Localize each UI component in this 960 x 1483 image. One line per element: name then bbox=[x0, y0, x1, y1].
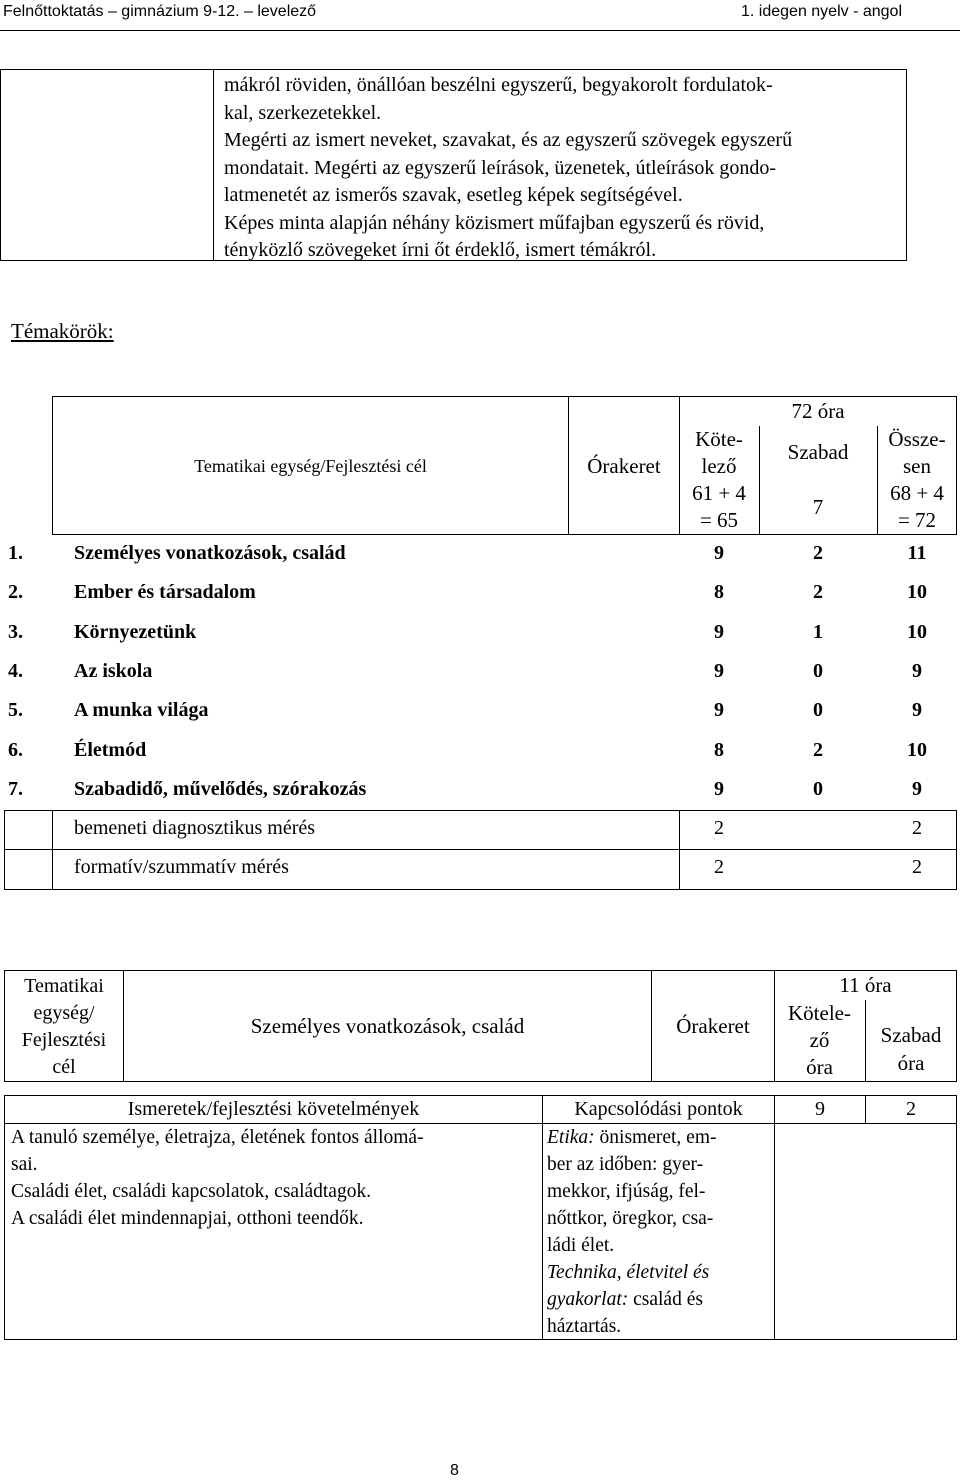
intro-text bbox=[224, 72, 792, 265]
osszesen-line: sen bbox=[903, 454, 931, 478]
szabad-line: Szabad bbox=[880, 1023, 942, 1047]
row-osszesen: 9 bbox=[912, 659, 922, 682]
row-szabad: 2 bbox=[813, 542, 823, 564]
unit-kotelezo bbox=[774, 1000, 865, 1081]
kot-value: 9 bbox=[815, 1098, 825, 1120]
row-kotelezo: 2 bbox=[714, 817, 724, 840]
kot-value-cell bbox=[774, 1095, 866, 1124]
row-kotelezo: 9 bbox=[714, 659, 724, 682]
row-kotelezo: 8 bbox=[714, 738, 724, 761]
unit-name: Személyes vonatkozások, család bbox=[250, 1014, 525, 1038]
kotelezo-line: ző bbox=[809, 1028, 830, 1052]
kotelezo-line: óra bbox=[806, 1055, 833, 1079]
row-name: Környezetünk bbox=[74, 620, 197, 643]
req-text bbox=[11, 1124, 424, 1232]
col-req-label: Ismeretek/fejlesztési követelmények bbox=[127, 1098, 420, 1120]
conn-line: ber az időben: gyer- bbox=[547, 1154, 704, 1175]
osszesen-line: 68 + 4 bbox=[890, 481, 944, 505]
hours-body-cell bbox=[774, 1123, 957, 1340]
unit-orakeret: Órakeret bbox=[676, 1014, 750, 1038]
row-kotelezo: 9 bbox=[714, 620, 724, 643]
row-number: 7. bbox=[8, 777, 23, 800]
unit-orakeret-cell bbox=[651, 970, 775, 1082]
conn-line: nőttkor, öregkor, csa- bbox=[547, 1208, 714, 1229]
conn-cell bbox=[542, 1123, 775, 1340]
intro-line: Megérti az ismert neveket, szavakat, és az egyszerű szövegek egyszerű bbox=[224, 129, 793, 151]
row-number: 4. bbox=[8, 659, 23, 682]
req-line: A tanuló személye, életrajza, életének fontos állomá- bbox=[11, 1127, 424, 1148]
row-name: Szabadidő, művelődés, szórakozás bbox=[74, 777, 367, 800]
unit-label-line: egység/ bbox=[33, 1002, 95, 1024]
row-osszesen: 2 bbox=[912, 856, 922, 879]
topics-head-szabad: Szabad bbox=[787, 440, 849, 464]
unit-label-line: Tematikai bbox=[24, 975, 104, 997]
topics-total-hours: 72 óra bbox=[791, 399, 845, 423]
row-number: 3. bbox=[8, 620, 23, 643]
unit-label-line: Fejlesztési bbox=[21, 1029, 107, 1051]
row-osszesen: 9 bbox=[912, 699, 922, 722]
etika-label: Etika: bbox=[547, 1127, 595, 1148]
req-cell bbox=[4, 1123, 543, 1340]
unit-name-cell bbox=[123, 970, 652, 1082]
szab-value-cell bbox=[865, 1095, 957, 1124]
osszesen-line: = 72 bbox=[897, 508, 937, 532]
section-title: Témakörök: bbox=[11, 319, 114, 343]
row-osszesen: 10 bbox=[907, 620, 927, 643]
row-kotelezo: 9 bbox=[714, 699, 724, 722]
req-line: Családi élet, családi kapcsolatok, családtagok. bbox=[11, 1181, 372, 1202]
szabad-line: óra bbox=[897, 1051, 925, 1075]
req-line: A családi élet mindennapjai, otthoni teendők. bbox=[11, 1208, 364, 1229]
row-number: 1. bbox=[8, 542, 23, 564]
col-req-cell bbox=[4, 1095, 543, 1124]
topics-head-unit bbox=[52, 396, 569, 535]
unit-label-cell bbox=[4, 970, 124, 1082]
conn-line: ládi élet. bbox=[547, 1235, 615, 1256]
row-name: Életmód bbox=[74, 738, 147, 761]
row-name: Ember és társadalom bbox=[74, 581, 256, 604]
page-number: 8 bbox=[450, 1462, 459, 1479]
row-osszesen: 11 bbox=[907, 542, 927, 564]
col-conn-cell bbox=[542, 1095, 775, 1124]
unit-szabad bbox=[865, 1014, 957, 1075]
row-szabad: 0 bbox=[813, 659, 823, 682]
kotelezo-line: lező bbox=[701, 454, 737, 478]
intro-line: latmenetét az ismerős szavak, esetleg képek segítségével. bbox=[224, 184, 683, 206]
tech-label: Technika, életvitel és bbox=[547, 1262, 710, 1283]
header-left: Felnőttoktatás – gimnázium 9-12. – levelező bbox=[3, 3, 317, 20]
page-header bbox=[0, 0, 960, 28]
row-name: Személyes vonatkozások, család bbox=[74, 542, 346, 564]
tech-text: család és bbox=[628, 1289, 703, 1310]
row-osszesen: 10 bbox=[907, 581, 927, 604]
intro-line: mondatait. Megérti az egyszerű leírások, üzenetek, útleírások gondo- bbox=[224, 156, 777, 179]
intro-line: kal, szerkezetekkel. bbox=[224, 101, 382, 124]
intro-line: tényközlő szövegeket írni őt érdeklő, ismert témákról. bbox=[224, 239, 657, 261]
row-name: Az iskola bbox=[74, 659, 153, 682]
topics-head-orakeret-label: Órakeret bbox=[587, 454, 661, 478]
row-osszesen: 10 bbox=[907, 738, 927, 761]
unit-label bbox=[5, 973, 123, 1081]
kotelezo-line: Kötele- bbox=[788, 1001, 851, 1025]
row-szabad: 0 bbox=[813, 777, 823, 800]
row-name: bemeneti diagnosztikus mérés bbox=[74, 817, 316, 840]
topics-head-unit-label: Tematikai egység/Fejlesztési cél bbox=[194, 456, 427, 476]
intro-left-cell bbox=[0, 69, 214, 261]
unit-label-line: cél bbox=[52, 1056, 76, 1078]
etika-text: önismeret, em- bbox=[594, 1127, 717, 1148]
row-number: 2. bbox=[8, 581, 23, 604]
req-line: sai. bbox=[11, 1154, 38, 1175]
szab-value: 2 bbox=[906, 1098, 916, 1120]
topics-head-szabad-value: 7 bbox=[812, 495, 824, 519]
conn-line: mekkor, ifjúság, fel- bbox=[547, 1181, 706, 1202]
intro-line: Képes minta alapján néhány közismert műfajban egyszerű és rövid, bbox=[224, 211, 765, 234]
kotelezo-line: = 65 bbox=[699, 508, 739, 532]
row-number: 5. bbox=[8, 699, 23, 722]
header-rule bbox=[0, 30, 960, 31]
conn-text bbox=[547, 1124, 717, 1340]
intro-text-cell bbox=[213, 69, 907, 261]
row-szabad: 2 bbox=[813, 738, 823, 761]
table-cell bbox=[4, 810, 53, 850]
osszesen-line: Össze- bbox=[888, 427, 946, 451]
row-number: 6. bbox=[8, 738, 23, 761]
kotelezo-line: Köte- bbox=[695, 427, 743, 451]
topics-head-osszesen bbox=[877, 426, 957, 534]
row-szabad: 0 bbox=[813, 699, 823, 722]
col-conn-label: Kapcsolódási pontok bbox=[574, 1098, 743, 1120]
conn-line: háztartás. bbox=[547, 1316, 622, 1337]
row-name: A munka világa bbox=[74, 699, 209, 722]
row-szabad: 2 bbox=[813, 581, 823, 604]
topics-head-kotelezo bbox=[679, 426, 759, 534]
table-cell bbox=[4, 849, 53, 889]
header-right: 1. idegen nyelv - angol bbox=[741, 3, 902, 20]
tech-label: gyakorlat: bbox=[547, 1289, 629, 1310]
unit-hours: 11 óra bbox=[839, 973, 892, 997]
row-osszesen: 9 bbox=[912, 777, 922, 800]
row-kotelezo: 9 bbox=[714, 777, 724, 800]
kotelezo-line: 61 + 4 bbox=[692, 481, 746, 505]
row-name: formatív/szummatív mérés bbox=[74, 856, 289, 879]
row-kotelezo: 2 bbox=[714, 856, 724, 879]
row-osszesen: 2 bbox=[912, 817, 922, 840]
intro-line: mákról röviden, önállóan beszélni egyszerű, begyakorolt fordulatok- bbox=[224, 74, 773, 96]
row-kotelezo: 8 bbox=[714, 581, 724, 604]
topics-head-orakeret bbox=[568, 396, 680, 535]
row-szabad: 1 bbox=[813, 620, 823, 643]
row-kotelezo: 9 bbox=[714, 542, 724, 564]
